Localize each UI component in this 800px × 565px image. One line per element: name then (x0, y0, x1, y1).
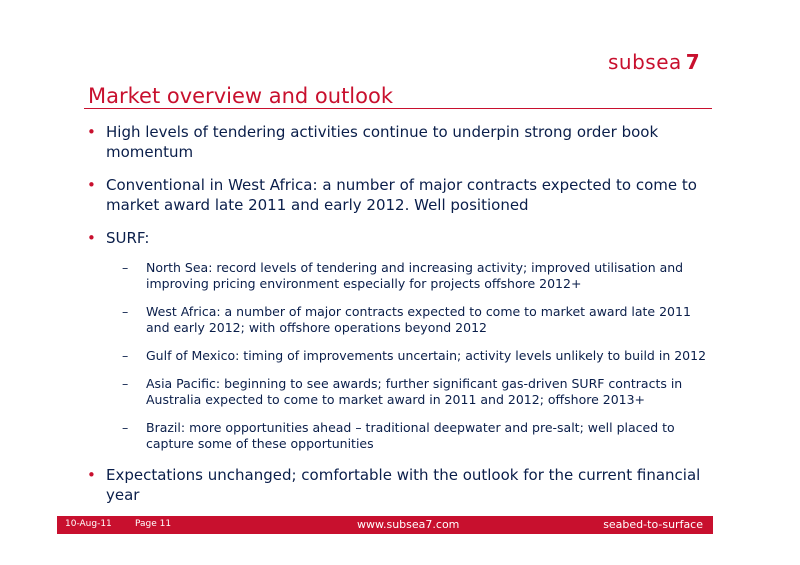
title-divider (84, 108, 712, 109)
sub-item-west-africa (106, 304, 716, 336)
surf-sub-list (106, 260, 716, 452)
bullet-text: Conventional in West Africa: a number of major contracts expected to come to market award late 2011 and early 2012. Well positioned (106, 176, 697, 214)
bullet-dot-icon: • (87, 229, 96, 247)
bullet-item-surf (86, 228, 716, 452)
bullet-dot-icon: • (87, 123, 96, 141)
sub-item-gulf-of-mexico (106, 348, 716, 364)
logo-wordmark: subsea (608, 50, 682, 74)
footer-date: 10-Aug-11 (65, 519, 112, 529)
footer-website-link[interactable]: www.subsea7.com (357, 518, 460, 531)
sub-item-north-sea (106, 260, 716, 292)
sub-item-text: Gulf of Mexico: timing of improvements uncertain; activity levels unlikely to build in 2012 (146, 348, 707, 363)
sub-item-text: North Sea: record levels of tendering and increasing activity; improved utilisation and improving pricing environment especially for projects offshore 2012+ (146, 260, 684, 291)
slide-content (86, 122, 716, 518)
dash-icon: – (122, 260, 129, 275)
footer-bar (57, 516, 713, 534)
logo-mark: 7 (685, 50, 701, 74)
sub-item-text: Asia Pacific: beginning to see awards; further significant gas-driven SURF contracts in Australia expected to come to market award in 2011 and 2012; offshore 2013+ (146, 376, 683, 407)
bullet-text: High levels of tendering activities continue to underpin strong order book momentum (106, 123, 659, 161)
footer-page-number: Page 11 (135, 519, 172, 529)
bullet-item (86, 175, 716, 215)
bullet-dot-icon: • (87, 176, 96, 194)
bullet-text: SURF: (106, 229, 150, 247)
dash-icon: – (122, 348, 129, 363)
dash-icon: – (122, 420, 129, 435)
sub-item-brazil (106, 420, 716, 452)
sub-item-text: Brazil: more opportunities ahead – traditional deepwater and pre-salt; well placed to capture some of these opportunities (146, 420, 675, 451)
bullet-item (86, 465, 716, 505)
dash-icon: – (122, 304, 129, 319)
dash-icon: – (122, 376, 129, 391)
slide-title: Market overview and outlook (88, 84, 393, 108)
footer-tagline: seabed-to-surface (603, 518, 703, 531)
sub-item-text: West Africa: a number of major contracts expected to come to market award late 2011 and early 2012; with offshore operations beyond 2012 (146, 304, 691, 335)
bullet-text: Expectations unchanged; comfortable with the outlook for the current financial year (106, 466, 701, 504)
bullet-item (86, 122, 716, 162)
bullet-dot-icon: • (87, 466, 96, 484)
sub-item-asia-pacific (106, 376, 716, 408)
subsea7-logo (608, 50, 700, 74)
